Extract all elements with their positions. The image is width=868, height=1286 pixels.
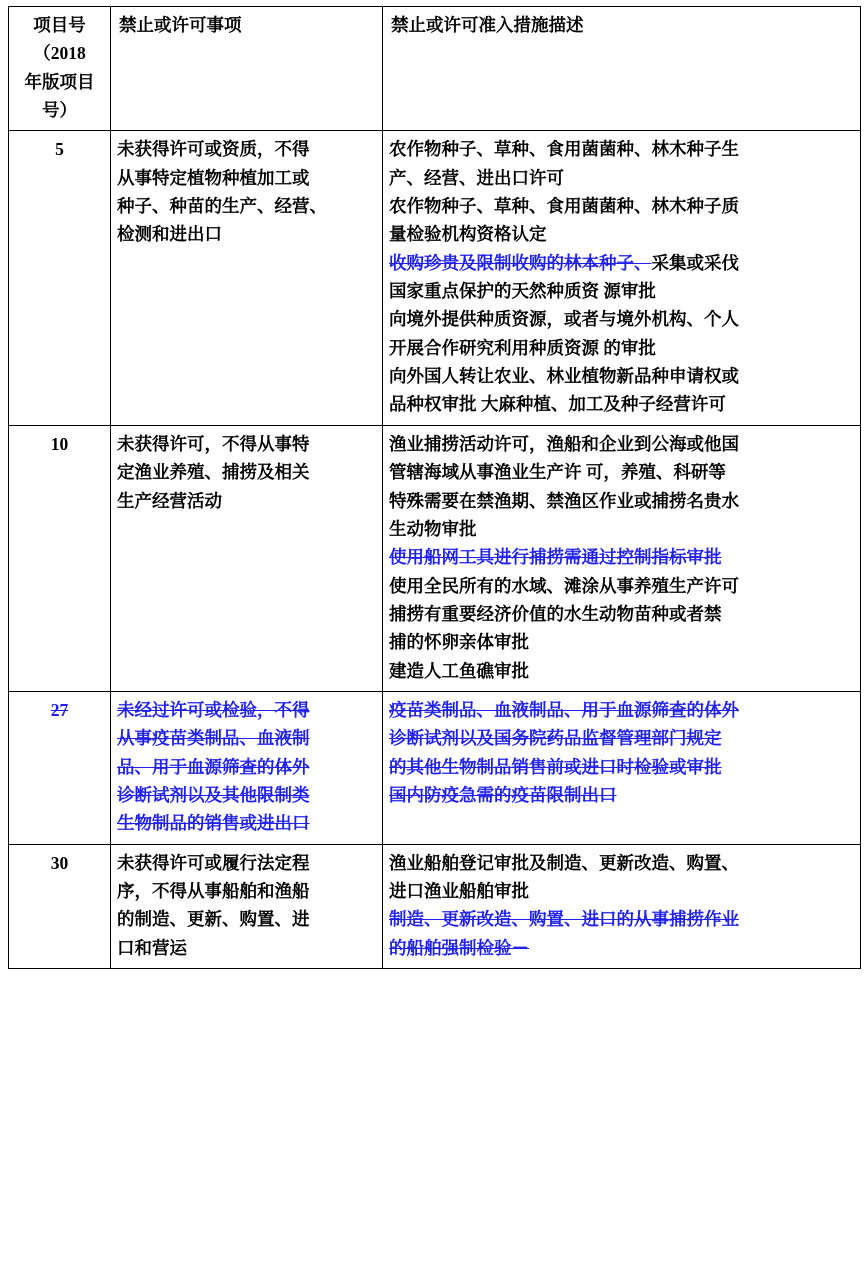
measure-line: 生动物审批 — [389, 518, 477, 539]
item-line-strike: 未经过许可或检验，不得 — [117, 699, 310, 720]
measure-line-strike: 诊断试剂以及国务院药品监督管理部门规定 — [389, 728, 722, 749]
row-measure-text — [383, 844, 861, 968]
row-measure-text — [383, 131, 861, 425]
row-index: 5 — [9, 131, 111, 425]
measure-line-strike: 疫苗类制品、血液制品、用于血源筛查的体外 — [389, 699, 739, 720]
measure-line: 农作物种子、草种、食用菌菌种、林木种子生 — [389, 139, 739, 160]
measure-line: 捕的怀卵亲体审批 — [389, 632, 529, 653]
measure-line: 管辖海域从事渔业生产许 可，养殖、科研等 — [389, 462, 726, 483]
row-item-text — [111, 691, 383, 844]
measure-line-strike: 国内防疫急需的疫苗限制出口 — [389, 784, 617, 805]
measure-line: 开展合作研究利用种质资源 的审批 — [389, 337, 656, 358]
measure-line: 捕捞有重要经济价值的水生动物苗种或者禁 — [389, 603, 722, 624]
item-line: 未获得许可或资质，不得 — [117, 139, 310, 160]
row-index: 30 — [9, 844, 111, 968]
header-item-number-line-3: 年版项目 — [24, 71, 95, 92]
row-item-text — [111, 844, 383, 968]
header-item-number — [9, 7, 111, 131]
item-line-strike: 生物制品的销售或进出口 — [117, 813, 310, 834]
item-line: 的制造、更新、购置、进 — [117, 909, 310, 930]
measure-line: 进口渔业船舶审批 — [389, 880, 529, 901]
table-row — [9, 844, 861, 968]
header-item-number-line-2: （2018 — [33, 43, 86, 64]
table-header-row — [9, 7, 861, 131]
table-row — [9, 131, 861, 425]
table-row — [9, 691, 861, 844]
measure-line: 品种权审批 大麻种植、加工及种子经营许可 — [389, 394, 726, 415]
item-line-strike: 诊断试剂以及其他限制类 — [117, 784, 310, 805]
row-item-text — [111, 131, 383, 425]
item-line: 定渔业养殖、捕捞及相关 — [117, 462, 310, 483]
measure-line: 量检验机构资格认定 — [389, 224, 547, 245]
measure-line-strike-segment: 收购珍贵及限制收购的林本种子、 — [389, 252, 652, 273]
measure-line: 特殊需要在禁渔期、禁渔区作业或捕捞名贵水 — [389, 490, 739, 511]
measure-line-strike: 的船舶强制检验－ — [389, 937, 529, 958]
measure-line: 使用全民所有的水域、滩涂从事养殖生产许可 — [389, 575, 739, 596]
item-line-strike: 品、用于血源筛查的体外 — [117, 756, 310, 777]
item-line: 检测和进出口 — [117, 224, 222, 245]
measure-line-mixed — [389, 249, 854, 277]
row-measure-text — [383, 425, 861, 691]
measure-line: 渔业捕捞活动许可，渔船和企业到公海或他国 — [389, 433, 739, 454]
header-item-number-line-1: 项目号 — [33, 15, 86, 35]
table-body — [9, 131, 861, 969]
measure-line: 产、经营、进出口许可 — [389, 167, 564, 188]
measure-line: 建造人工鱼礁审批 — [389, 660, 529, 681]
item-line: 种子、种苗的生产、经营、 — [117, 196, 327, 217]
row-index: 27 — [9, 691, 111, 844]
item-line: 未获得许可，不得从事特 — [117, 433, 310, 454]
measure-line: 渔业船舶登记审批及制造、更新改造、购置、 — [389, 852, 739, 873]
item-line: 生产经营活动 — [117, 490, 222, 511]
item-line: 从事特定植物种植加工或 — [117, 167, 310, 188]
measure-line-strike: 制造、更新改造、购置、进口的从事捕捞作业 — [389, 909, 739, 930]
header-prohibition-item: 禁止或许可事项 — [111, 7, 383, 131]
header-item-number-line-4: 号） — [42, 100, 77, 121]
row-index: 10 — [9, 425, 111, 691]
measure-line: 向境外提供种质资源，或者与境外机构、个人 — [389, 309, 739, 330]
row-item-text — [111, 425, 383, 691]
measure-line: 向外国人转让农业、林业植物新品种申请权或 — [389, 366, 739, 387]
measure-line-plain-segment: 采集或采伐 — [651, 252, 739, 273]
measure-line-strike: 使用船网工具进行捕捞需通过控制指标审批 — [389, 547, 722, 568]
header-measure-description: 禁止或许可准入措施描述 — [383, 7, 861, 131]
table-row — [9, 425, 861, 691]
negative-list-table — [8, 6, 861, 969]
measure-line: 农作物种子、草种、食用菌菌种、林木种子质 — [389, 196, 739, 217]
item-line: 序，不得从事船舶和渔船 — [117, 880, 310, 901]
item-line: 口和营运 — [117, 937, 187, 958]
item-line: 未获得许可或履行法定程 — [117, 852, 310, 873]
measure-line: 国家重点保护的天然种质资 源审批 — [389, 281, 656, 302]
row-measure-text — [383, 691, 861, 844]
measure-line-strike: 的其他生物制品销售前或进口时检验或审批 — [389, 756, 722, 777]
item-line-strike: 从事疫苗类制品、血液制 — [117, 728, 310, 749]
